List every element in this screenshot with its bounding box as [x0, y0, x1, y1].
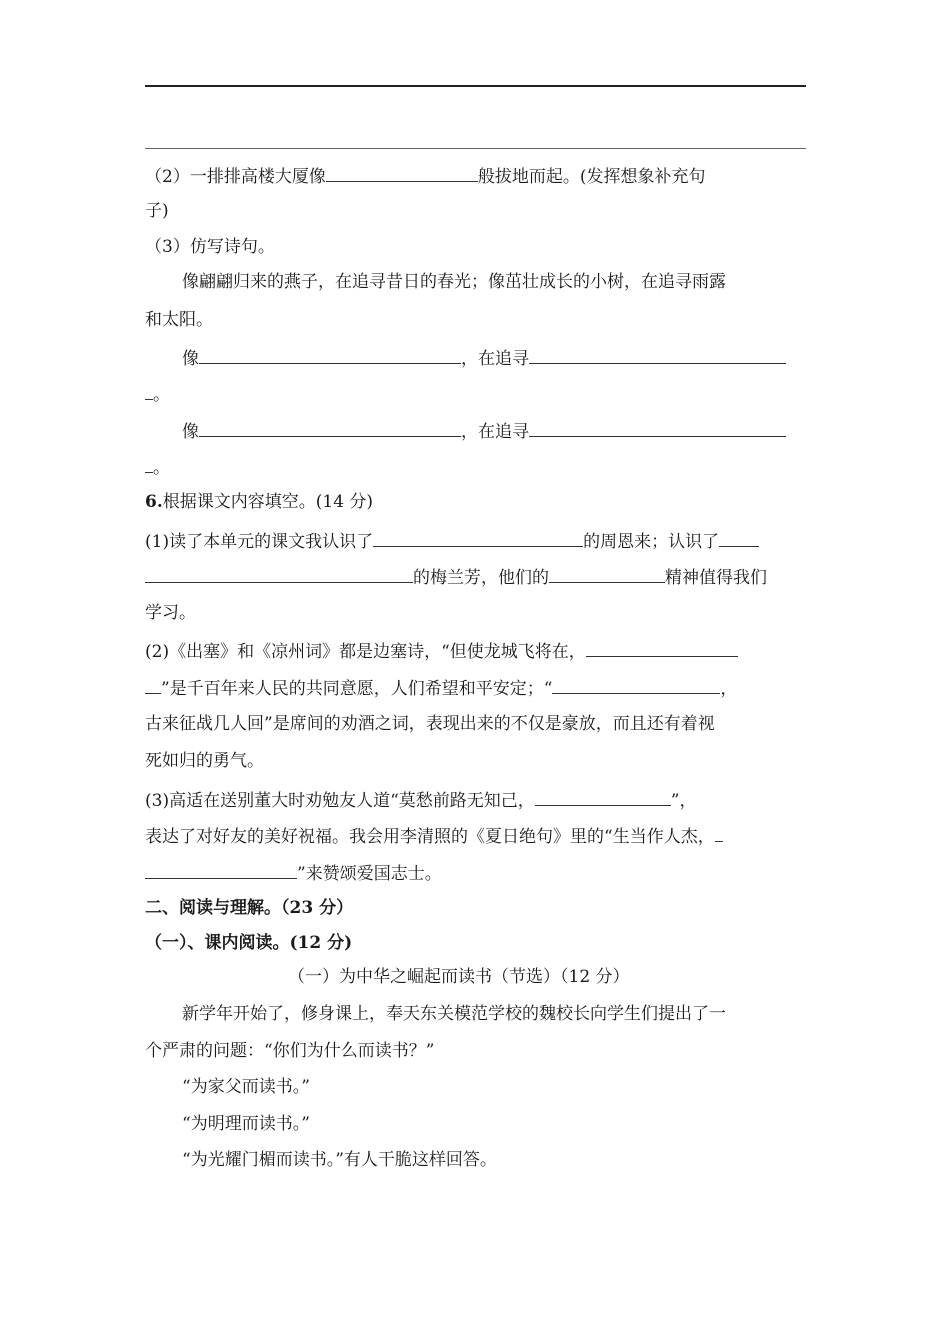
answer-blank[interactable] [145, 676, 161, 694]
answer-blank[interactable] [549, 565, 665, 583]
passage-paragraph-cont: 个严肃的问题：“你们为什么而读书？” [145, 1041, 435, 1061]
q2-line: （2）一排排高楼大厦像 般拔地而起。(发挥想象补充句 [145, 164, 705, 188]
answer-blank[interactable] [145, 382, 153, 400]
q3-imitate-2-end: 。 [145, 455, 170, 479]
answer-blank[interactable] [529, 346, 786, 364]
q3-example: 像翩翩归来的燕子，在追寻昔日的春光；像茁壮成长的小树，在追寻雨露 [182, 272, 726, 292]
q3-example-cont: 和太阳。 [145, 310, 213, 330]
answer-blank[interactable] [145, 861, 297, 879]
answer-blank[interactable] [326, 164, 478, 182]
answer-blank[interactable] [535, 788, 671, 806]
answer-blank[interactable] [199, 419, 461, 437]
q6-1-line1: (1)读了本单元的课文我认识了 的周恩来；认识了 [145, 529, 759, 553]
q3-imitate-1: 像 ，在追寻 [182, 346, 786, 370]
section-2-heading: 二、阅读与理解。（23 分） [145, 898, 354, 918]
passage-quote: “为明理而读书。” [182, 1114, 310, 1134]
answer-blank[interactable] [586, 639, 738, 657]
q6-2-line4: 死如归的勇气。 [145, 751, 264, 771]
q6-heading: 6.根据课文内容填空。(14 分) [145, 492, 374, 512]
q3-imitate-2: 像 ，在追寻 [182, 419, 786, 443]
header-rule [145, 85, 806, 87]
q6-2-line3: 古来征战几人回”是席间的劝酒之词，表现出来的不仅是豪放，而且还有着视 [145, 714, 715, 734]
answer-blank[interactable] [719, 529, 759, 547]
passage-quote: “为家父而读书。” [182, 1077, 310, 1097]
q6-1-line2: 的梅兰芳，他们的 精神值得我们 [145, 565, 767, 589]
q6-3-line1: (3)高适在送别董大时劝勉友人道“莫愁前路无知己， ”， [145, 788, 696, 812]
answer-blank[interactable] [715, 824, 723, 842]
answer-blank[interactable] [529, 419, 786, 437]
q6-2-line2: ”是千百年来人民的共同意愿，人们希望和平安定；“ ， [145, 676, 737, 700]
answer-blank-line [145, 148, 806, 149]
subsection-heading: （一）、课内阅读。(12 分) [145, 933, 353, 953]
answer-blank[interactable] [373, 529, 583, 547]
answer-blank[interactable] [145, 565, 413, 583]
passage-paragraph: 新学年开始了，修身课上，奉天东关模范学校的魏校长向学生们提出了一 [182, 1004, 726, 1024]
answer-blank[interactable] [199, 346, 461, 364]
q6-3-line3: ”来赞颂爱国志士。 [145, 861, 442, 885]
q3-imitate-1-end: 。 [145, 382, 170, 406]
q3-heading: （3）仿写诗句。 [145, 237, 275, 257]
q6-3-line2: 表达了对好友的美好祝福。我会用李清照的《夏日绝句》里的“生当作人杰， [145, 824, 723, 848]
passage-quote: “为光耀门楣而读书。”有人干脆这样回答。 [182, 1150, 497, 1170]
answer-blank[interactable] [552, 676, 720, 694]
q6-1-line3: 学习。 [145, 603, 196, 623]
answer-blank[interactable] [145, 455, 153, 473]
passage-title: （一）为中华之崛起而读书（节选）（12 分） [288, 967, 630, 987]
q2-line-cont: 子) [145, 201, 169, 221]
q6-2-line1: (2)《出塞》和《凉州词》都是边塞诗，“但使龙城飞将在， [145, 639, 738, 663]
